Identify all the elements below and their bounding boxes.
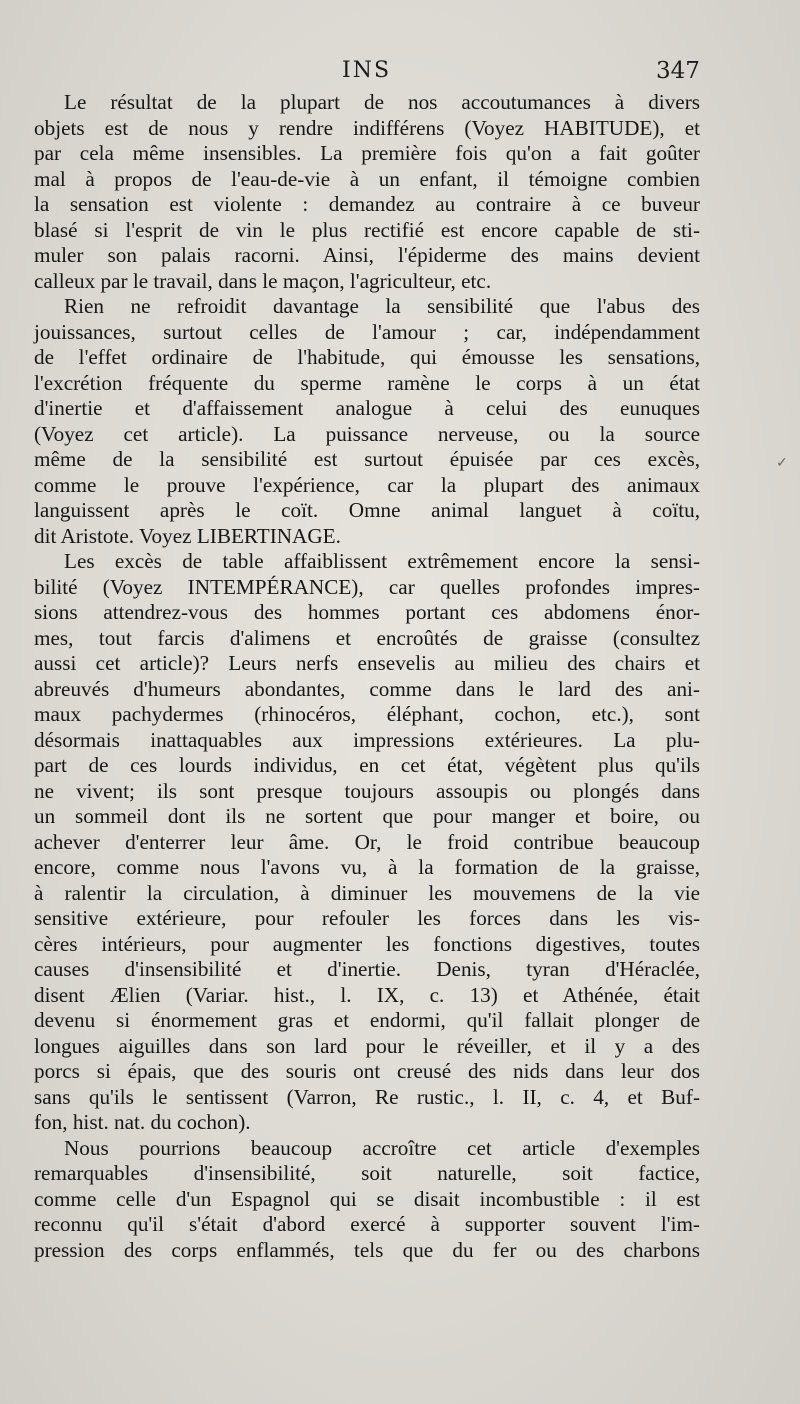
text-line: abreuvés d'humeurs abondantes, comme dans le lard des ani- — [34, 676, 700, 701]
page-header — [0, 58, 800, 92]
text-line: ne vivent; ils sont presque toujours assoupis ou plongés dans — [34, 778, 700, 803]
text-line: reconnu qu'il s'était d'abord exercé à supporter souvent l'im- — [34, 1212, 700, 1236]
text-line: Rien ne refroidit davantage la sensibilité que l'abus des — [64, 294, 700, 318]
text-line: la sensation est violente : demandez au contraire à ce buveur — [34, 192, 700, 216]
running-head: INS — [342, 58, 392, 83]
text-line: pression des corps enflammés, tels que du fer ou des charbons — [34, 1237, 700, 1262]
text-line: causes d'insensibilité et d'inertie. Denis, tyran d'Héraclée, — [34, 957, 700, 981]
text-line: par cela même insensibles. La première fois qu'on a fait goûter — [34, 141, 700, 165]
text-line: (Voyez cet article). La puissance nerveuse, ou la source — [34, 421, 700, 446]
text-line: dit Aristote. Voyez LIBERTINAGE. — [34, 523, 341, 548]
paragraph-2 — [34, 294, 700, 549]
text-line: encore, comme nous l'avons vu, à la formation de la graisse, — [34, 855, 700, 879]
text-line: l'excrétion fréquente du sperme ramène le corps à un état — [34, 370, 700, 395]
text-line: objets est de nous y rendre indifférens (Voyez HABITUDE), et — [34, 115, 700, 140]
text-line: bilité (Voyez INTEMPÉRANCE), car quelles profondes impres- — [34, 574, 700, 599]
text-line: désormais inattaquables aux impressions extérieures. La plu- — [34, 727, 700, 752]
text-line: même de la sensibilité est surtout épuisée par ces excès, — [34, 447, 700, 471]
text-line: maux pachydermes (rhinocéros, éléphant, cochon, etc.), sont — [34, 702, 700, 726]
text-line: remarquables d'insensibilité, soit naturelle, soit factice, — [34, 1161, 700, 1185]
text-line: languissent après le coït. Omne animal languet à coïtu, — [34, 498, 700, 522]
text-line: porcs si épais, que des souris ont creusé des nids dans leur dos — [34, 1059, 700, 1083]
text-line: mes, tout farcis d'alimens et encroûtés de graisse (consultez — [34, 625, 700, 650]
body-text — [34, 90, 700, 1263]
text-line: comme celle d'un Espagnol qui se disait incombustible : il est — [34, 1186, 700, 1211]
text-line: achever d'enterrer leur âme. Or, le froid contribue beaucoup — [34, 829, 700, 854]
text-line: mal à propos de l'eau-de-vie à un enfant, il témoigne combien — [34, 166, 700, 191]
text-line: part de ces lourds individus, en cet état, végètent plus qu'ils — [34, 753, 700, 777]
text-line: un sommeil dont ils ne sortent que pour manger et boire, ou — [34, 804, 700, 828]
text-line: Le résultat de la plupart de nos accoutumances à divers — [64, 90, 700, 114]
text-line: sions attendrez-vous des hommes portant ces abdomens énor- — [34, 600, 700, 624]
text-line: cères intérieurs, pour augmenter les fonctions digestives, toutes — [34, 931, 700, 956]
text-line: Nous pourrions beaucoup accroître cet article d'exemples — [64, 1135, 700, 1160]
page-number: 347 — [656, 58, 700, 84]
text-line: sans qu'ils le sentissent (Varron, Re rustic., l. II, c. 4, et Buf- — [34, 1084, 700, 1109]
text-line: aussi cet article)? Leurs nerfs ensevelis au milieu des chairs et — [34, 651, 700, 675]
text-line: calleux par le travail, dans le maçon, l'agriculteur, etc. — [34, 268, 492, 293]
text-line: Les excès de table affaiblissent extrêmement encore la sensi- — [64, 549, 700, 573]
margin-mark: ✓ — [776, 455, 788, 471]
text-line: devenu si énormement gras et endormi, qu'il fallait plonger de — [34, 1008, 700, 1032]
text-line: blasé si l'esprit de vin le plus rectifié est encore capable de sti- — [34, 217, 700, 242]
text-line: de l'effet ordinaire de l'habitude, qui émousse les sensations, — [34, 345, 700, 369]
paragraph-4 — [34, 1136, 700, 1264]
text-line: jouissances, surtout celles de l'amour ; car, indépendamment — [34, 319, 700, 344]
text-line: d'inertie et d'affaissement analogue à celui des eunuques — [34, 396, 700, 420]
paragraph-1 — [34, 90, 700, 294]
text-line: comme le prouve l'expérience, car la plupart des animaux — [34, 472, 700, 497]
text-line: disent Ælien (Variar. hist., l. IX, c. 13) et Athénée, était — [34, 982, 700, 1007]
text-line: fon, hist. nat. du cochon). — [34, 1110, 251, 1134]
text-line: muler son palais racorni. Ainsi, l'épiderme des mains devient — [34, 243, 700, 267]
text-line: longues aiguilles dans son lard pour le réveiller, et il y a des — [34, 1033, 700, 1058]
paragraph-3 — [34, 549, 700, 1136]
text-line: sensitive extérieure, pour refouler les forces dans les vis- — [34, 906, 700, 930]
text-line: à ralentir la circulation, à diminuer les mouvemens de la vie — [34, 880, 700, 905]
